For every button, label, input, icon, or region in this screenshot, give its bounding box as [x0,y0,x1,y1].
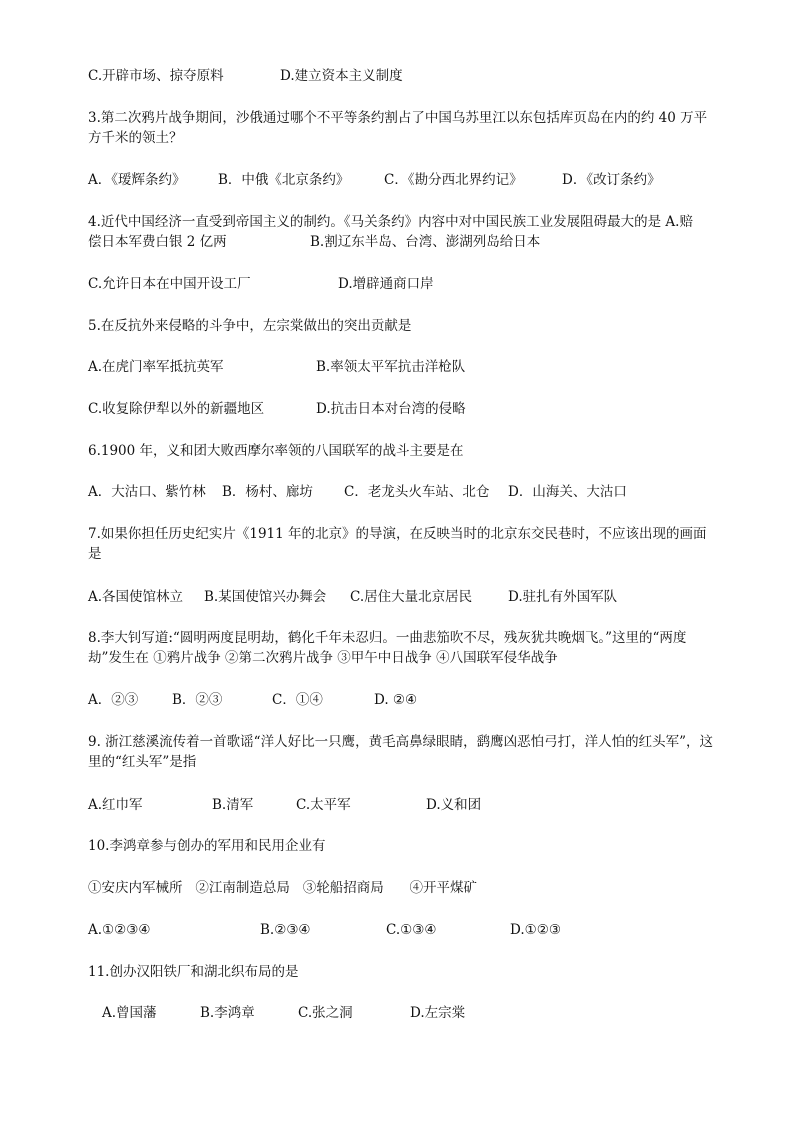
q7-option-a: A.各国使馆林立 [88,589,184,605]
q11-stem: 11.创办汉阳铁厂和湖北织布局的是 [88,964,299,980]
q11-option-a: A.曾国藩 [102,1005,157,1021]
q4-option-b: B.割辽东半岛、台湾、澎湖列岛给日本 [310,234,541,250]
q11-option-b: B.李鸿章 [200,1005,255,1021]
q3-option-b: B．中俄《北京条约》 [218,172,350,188]
q9-option-b: B.清军 [212,797,254,813]
q11-option-c: C.张之洞 [298,1005,353,1021]
q10-option-c: C.①③④ [386,922,437,938]
q6-option-c: C．老龙头火车站、北仓 [344,484,490,500]
q5-option-b: B.率领太平军抗击洋枪队 [316,359,466,375]
q4-option-a-cont: 偿日本军费白银 2 亿两 [88,234,227,250]
q3-option-d: D．《改订条约》 [562,172,661,188]
q10-option-a: A.①②③④ [88,922,151,938]
q8-stem: 8.李大钊写道:“圆明两度昆明劫，鹤化千年未忍归。一曲悲笳吹不尽，残灰犹共晚烟飞。”这里的“两度劫”发生在 ①鸦片战争 ②第二次鸦片战争 ③甲午中日战争 ④八国联军侵华战争 [88,630,687,666]
q7-stem: 7.如果你担任历史纪实片《1911 年的北京》的导演，在反映当时的北京东交民巷时，不应该出现的画面是 [88,526,707,562]
q7-option-b: B.某国使馆兴办舞会 [204,589,327,605]
q10-items: ①安庆内军械所 ②江南制造总局 ③轮船招商局 ④开平煤矿 [88,880,477,896]
q5-option-d: D.抗击日本对台湾的侵略 [316,401,466,417]
q8-option-b: B．②③ [172,692,223,708]
q8-option-c: C．①④ [272,692,323,708]
q10-option-b: B.②③④ [260,922,311,938]
q8-option-d: D. ②④ [374,692,418,708]
q3-option-c: C．《勘分西北界约记》 [384,172,523,188]
q5-stem: 5.在反抗外来侵略的斗争中，左宗棠做出的突出贡献是 [88,318,412,334]
q7-option-c: C.居住大量北京居民 [350,589,473,605]
q10-option-d: D.①②③ [510,922,561,938]
q2-option-c: C.开辟市场、掠夺原料 [88,68,224,84]
q6-option-a: A．大沽口、紫竹林 [88,484,206,500]
q5-option-a: A.在虎门率军抵抗英军 [88,359,224,375]
q4-option-c: C.允许日本在中国开设工厂 [88,276,251,292]
q9-option-d: D.义和团 [426,797,482,813]
q4-option-d: D.增辟通商口岸 [338,276,434,292]
q3-option-a: A．《瑷辉条约》 [88,172,186,188]
q4-stem: 4.近代中国经济一直受到帝国主义的制约。《马关条约》内容中对中国民族工业发展阻碍最大的是 A.赔 [88,214,693,230]
q8-option-a: A．②③ [88,692,139,708]
q6-option-b: B．杨村、廊坊 [222,484,313,500]
q9-option-a: A.红巾军 [88,797,143,813]
q9-stem: 9. 浙江慈溪流传着一首歌谣“洋人好比一只鹰，黄毛高鼻绿眼睛，鹞鹰凶恶怕弓打，洋人怕的红头军”，这里的“红头军”是指 [88,734,713,770]
q11-option-d: D.左宗棠 [410,1005,466,1021]
q9-option-c: C.太平军 [296,797,351,813]
q10-stem: 10.李鸿章参与创办的军用和民用企业有 [88,838,326,854]
q6-stem: 6.1900 年，义和团大败西摩尔率领的八国联军的战斗主要是在 [88,443,464,459]
q6-option-d: D．山海关、大沽口 [508,484,627,500]
q3-stem: 3.第二次鸦片战争期间，沙俄通过哪个不平等条约割占了中国乌苏里江以东包括库页岛在内的约 40 万平方千米的领土？ [88,110,708,146]
q2-option-d: D.建立资本主义制度 [280,68,403,84]
q5-option-c: C.收复除伊犁以外的新疆地区 [88,401,265,417]
q7-option-d: D.驻扎有外国军队 [508,589,618,605]
